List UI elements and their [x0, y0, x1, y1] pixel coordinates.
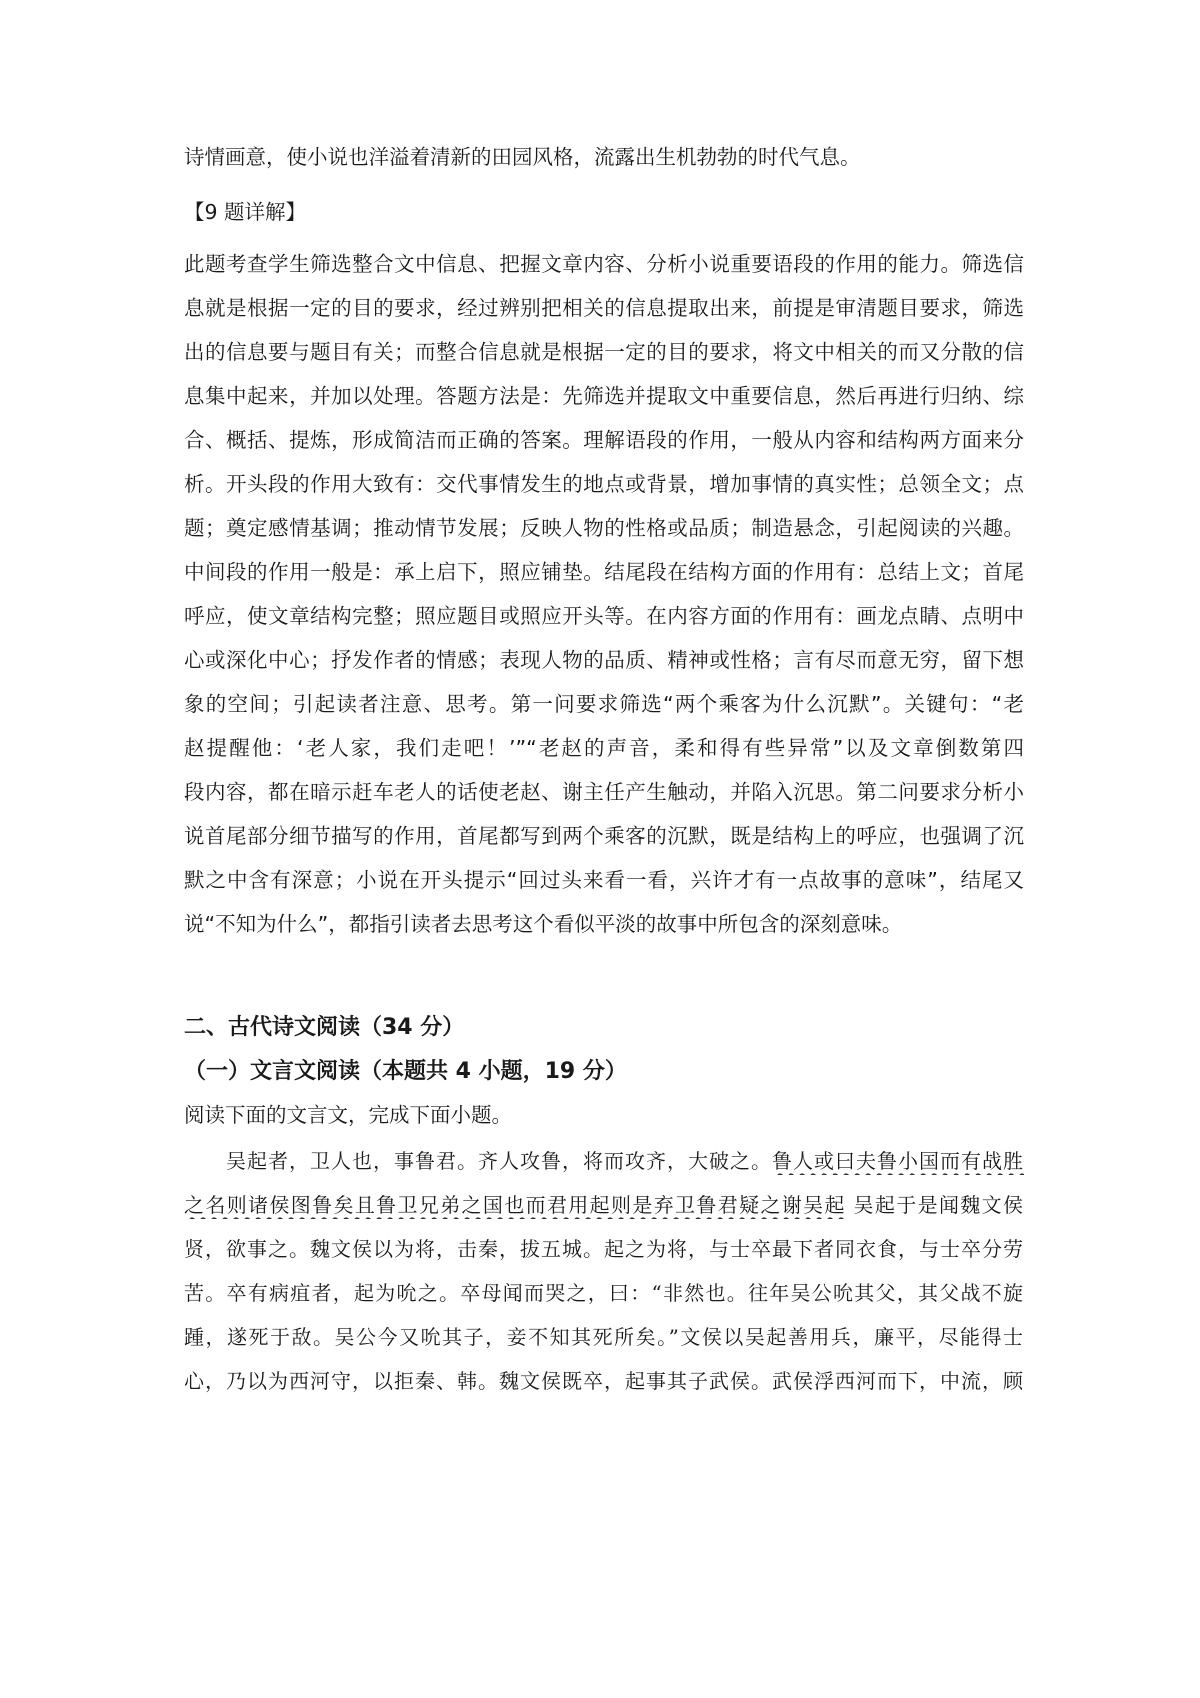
wavy-underlined-text: 鲁人或曰夫鲁小国而有战胜 — [772, 1149, 1024, 1173]
explanation-line: 出的信息要与题目有关；而整合信息就是根据一定的目的要求，将文中相关的而又分散的信 — [184, 340, 1024, 364]
explanation-line: 心或深化中心；抒发作者的情感；表现人物的品质、精神或性格；言有尽而意无穷，留下想 — [184, 648, 1024, 672]
classical-line: 心，乃以为西河守，以拒秦、韩。魏文侯既卒，起事其子武侯。武侯浮西河而下，中流，顾 — [184, 1369, 1024, 1393]
explanation-line: 象的空间；引起读者注意、思考。第一问要求筛选“两个乘客为什么沉默”。关键句：“老 — [184, 692, 1024, 716]
classical-line — [226, 1147, 1024, 1175]
classical-line: 苦。卒有病疽者，起为吮之。卒母闻而哭之，曰：“非然也。往年吴公吮其父，其父战不旋 — [184, 1281, 1024, 1305]
explanation-line: 赵提醒他：‘老人家，我们走吧！’”“老赵的声音，柔和得有些异常”以及文章倒数第四 — [184, 736, 1024, 760]
explanation-line: 呼应，使文章结构完整；照应题目或照应开头等。在内容方面的作用有：画龙点睛、点明中 — [184, 604, 1024, 628]
explanation-line: 析。开头段的作用大致有：交代事情发生的地点或背景，增加事情的真实性；总领全文；点 — [184, 472, 1024, 496]
classical-text: 吴起于是闻魏文侯 — [845, 1193, 1024, 1217]
explanation-line: 段内容，都在暗示赶车老人的话使老赵、谢主任产生触动，并陷入沉思。第二问要求分析小 — [184, 780, 1024, 804]
explanation-line: 此题考查学生筛选整合文中信息、把握文章内容、分析小说重要语段的作用的能力。筛选信 — [184, 252, 1024, 276]
instruction-text: 阅读下面的文言文，完成下面小题。 — [184, 1103, 512, 1127]
intro-line: 诗情画意，使小说也洋溢着清新的田园风格，流露出生机勃勃的时代气息。 — [184, 145, 861, 169]
explanation-line: 说首尾部分细节描写的作用，首尾都写到两个乘客的沉默，既是结构上的呼应，也强调了沉 — [184, 824, 1024, 848]
classical-text: 吴起者，卫人也，事鲁君。齐人攻鲁，将而攻齐，大破之。 — [226, 1149, 772, 1173]
explanation-line: 默之中含有深意；小说在开头提示“回过头来看一看，兴许才有一点故事的意味”，结尾又 — [184, 868, 1024, 892]
explanation-line: 合、概括、提炼，形成简洁而正确的答案。理解语段的作用，一般从内容和结构两方面来分 — [184, 428, 1024, 452]
sub-heading: （一）文言文阅读（本题共 4 小题，19 分） — [184, 1059, 627, 1084]
part-heading: 二、古代诗文阅读（34 分） — [184, 1015, 465, 1040]
explanation-line: 息集中起来，并加以处理。答题方法是：先筛选并提取文中重要信息，然后再进行归纳、综 — [184, 384, 1024, 408]
explanation-line: 息就是根据一定的目的要求，经过辨别把相关的信息提取出来，前提是审清题目要求，筛选 — [184, 296, 1024, 320]
classical-line: 贤，欲事之。魏文侯以为将，击秦，拔五城。起之为将，与士卒最下者同衣食，与士卒分劳 — [184, 1237, 1024, 1261]
wavy-underlined-text: 之名则诸侯图鲁矣且鲁卫兄弟之国也而君用起则是弃卫鲁君疑之谢吴起 — [184, 1193, 846, 1217]
explanation-line: 说“不知为什么”，都指引读者去思考这个看似平淡的故事中所包含的深刻意味。 — [184, 912, 903, 936]
classical-line: 踵，遂死于敌。吴公今又吮其子，妾不知其死所矣。”文侯以吴起善用兵，廉平，尽能得士 — [184, 1325, 1024, 1349]
classical-line — [184, 1191, 1024, 1219]
section-label: 【9 题详解】 — [184, 200, 307, 224]
explanation-line: 中间段的作用一般是：承上启下，照应铺垫。结尾段在结构方面的作用有：总结上文；首尾 — [184, 560, 1024, 584]
explanation-line: 题；奠定感情基调；推动情节发展；反映人物的性格或品质；制造悬念，引起阅读的兴趣。 — [184, 516, 1024, 540]
